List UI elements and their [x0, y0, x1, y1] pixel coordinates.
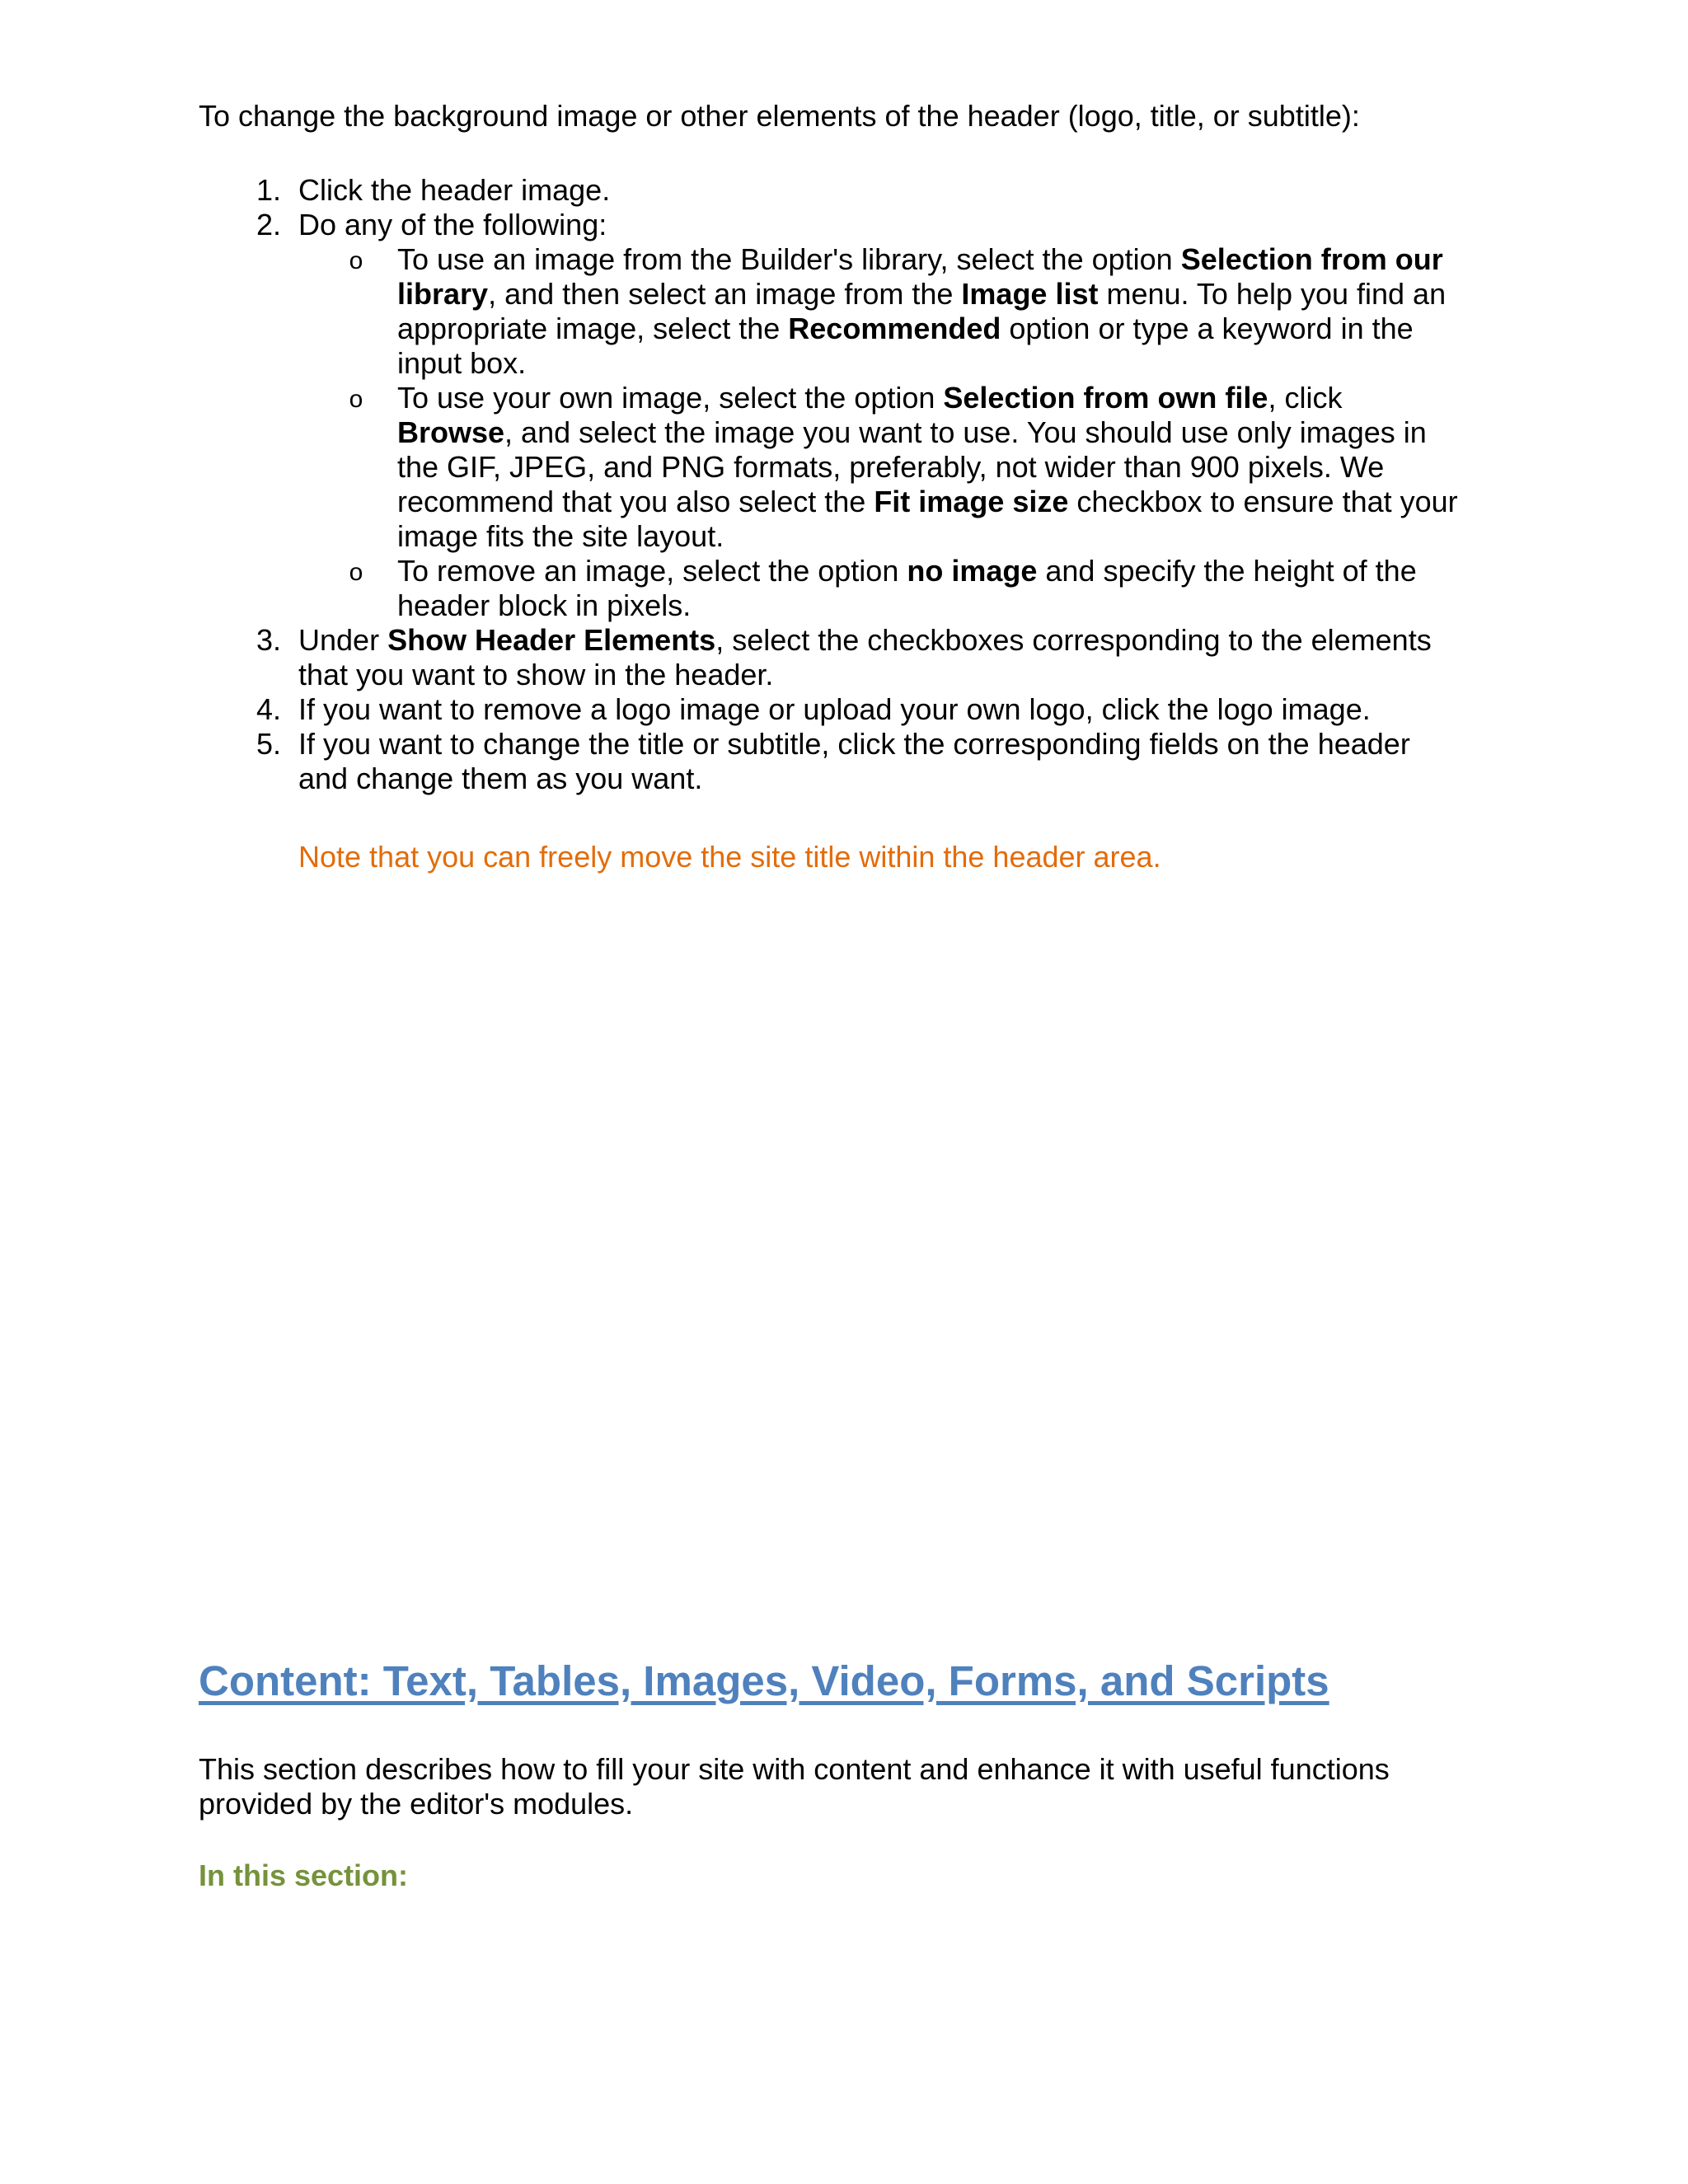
step-number: 4.	[256, 692, 281, 726]
sub-item-line: header block in pixels.	[397, 588, 692, 622]
sub-item-line: the GIF, JPEG, and PNG formats, preferably, not wider than 900 pixels. We	[397, 450, 1385, 484]
intro-paragraph: To change the background image or other elements of the header (logo, title, or subtitle):	[199, 99, 1360, 133]
sub-item-line: To use your own image, select the option Selection from own file, click	[397, 381, 1343, 415]
step-number: 3.	[256, 623, 281, 657]
sub-item-line: library, and then select an image from the Image list menu. To help you find an	[397, 277, 1447, 311]
in-this-section-heading: In this section:	[199, 1858, 409, 1892]
sub-item-line: To use an image from the Builder's library, select the option Selection from our	[397, 242, 1443, 276]
sub-item-own-file	[397, 381, 1458, 554]
note-text: Note that you can freely move the site title within the header area.	[298, 840, 1161, 874]
step-line: that you want to show in the header.	[298, 658, 774, 691]
step-line: If you want to remove a logo image or upload your own logo, click the logo image.	[298, 692, 1371, 726]
section-heading-link[interactable]: Content: Text, Tables, Images, Video, Forms, and Scripts	[199, 1657, 1329, 1704]
sub-item-line: input box.	[397, 346, 527, 380]
step-number: 5.	[256, 727, 281, 761]
sub-item-line: recommend that you also select the Fit image size checkbox to ensure that your	[397, 485, 1458, 518]
step-number: 1.	[256, 173, 281, 207]
sub-item-line: To remove an image, select the option no image and specify the height of the	[397, 554, 1417, 588]
step-3-text	[298, 623, 1432, 692]
step-1-text	[298, 173, 610, 208]
step-line: Click the header image.	[298, 173, 611, 207]
sub-item-line: Browse, and select the image you want to use. You should use only images in	[397, 415, 1427, 449]
section-description	[199, 1752, 1390, 1821]
description-line: This section describes how to fill your site with content and enhance it with useful functions	[199, 1752, 1390, 1786]
step-4-text	[298, 692, 1371, 727]
sub-item-library	[397, 242, 1446, 381]
step-line: and change them as you want.	[298, 762, 703, 795]
sub-item-no-image	[397, 554, 1417, 623]
description-line: provided by the editor's modules.	[199, 1787, 634, 1821]
bullet-icon: o	[349, 559, 363, 586]
step-line: Under Show Header Elements, select the checkboxes corresponding to the elements	[298, 623, 1432, 657]
sub-item-line: appropriate image, select the Recommended option or type a keyword in the	[397, 312, 1414, 345]
step-line: If you want to change the title or subtitle, click the corresponding fields on the header	[298, 727, 1410, 761]
bullet-icon: o	[349, 247, 363, 274]
step-2-text	[298, 208, 607, 242]
bullet-icon: o	[349, 386, 363, 413]
sub-item-line: image fits the site layout.	[397, 519, 724, 553]
step-line: Do any of the following:	[298, 208, 607, 241]
step-number: 2.	[256, 208, 281, 241]
step-5-text	[298, 727, 1410, 796]
